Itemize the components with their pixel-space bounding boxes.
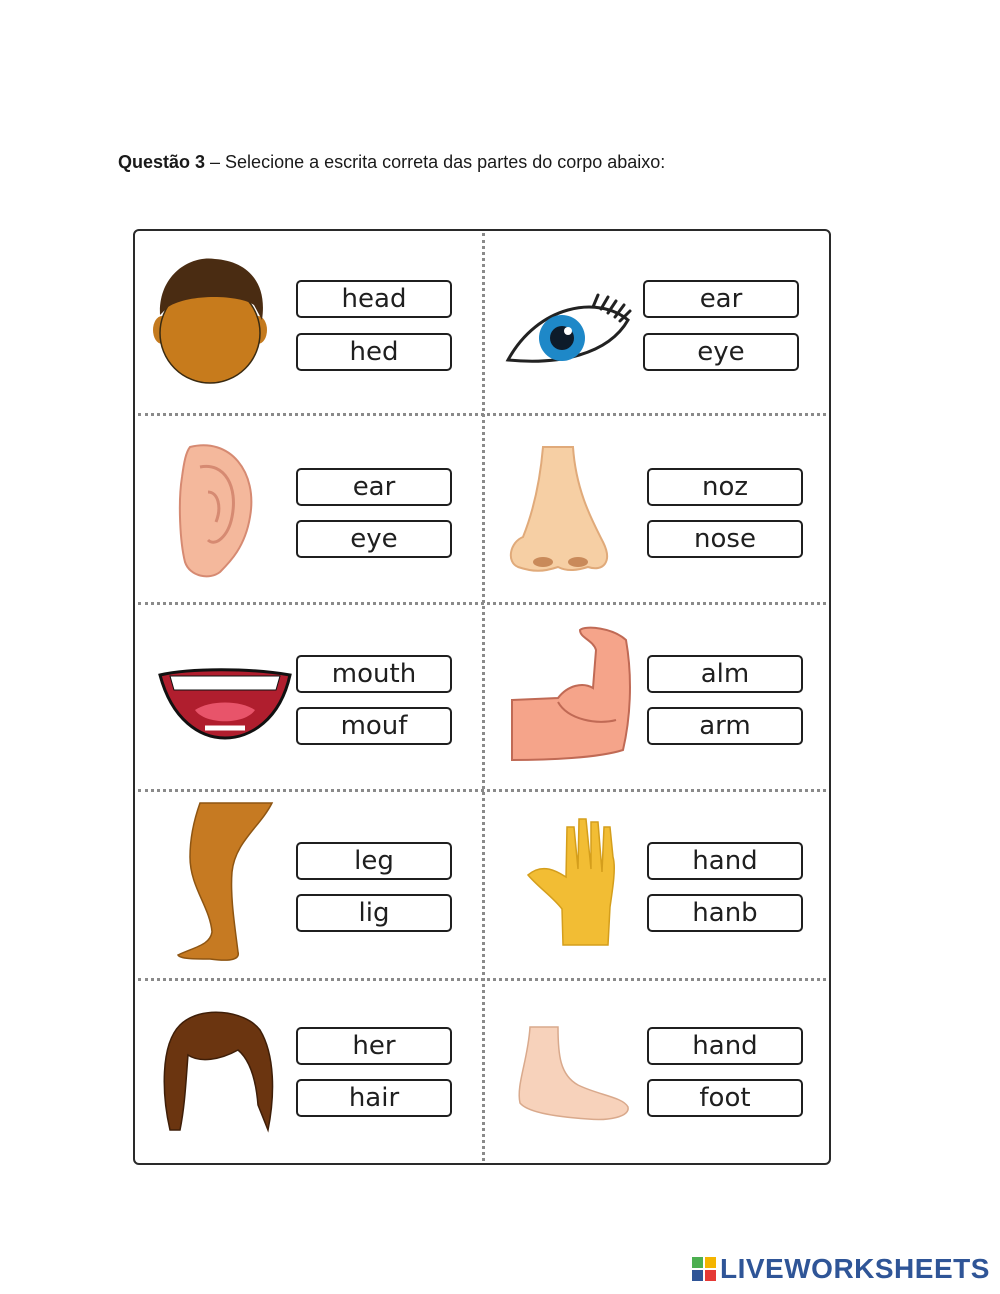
mouth-image: [150, 610, 310, 796]
item-hair: [150, 985, 498, 1171]
option-button[interactable]: hand: [647, 1027, 803, 1065]
item-foot: [498, 985, 846, 1171]
option-button[interactable]: head: [296, 280, 452, 318]
item-leg: [150, 797, 498, 983]
question-label: Questão 3: [118, 152, 206, 172]
question-text: [118, 152, 665, 173]
option-button[interactable]: hanb: [647, 894, 803, 932]
arm-image: [498, 610, 658, 796]
option-button[interactable]: noz: [647, 468, 803, 506]
option-button[interactable]: hand: [647, 842, 803, 880]
head-image: [150, 235, 310, 421]
option-button[interactable]: her: [296, 1027, 452, 1065]
option-button[interactable]: mouth: [296, 655, 452, 693]
hand-image: [498, 797, 658, 983]
option-button[interactable]: hair: [296, 1079, 452, 1117]
brand-logo-icon: [692, 1257, 716, 1281]
option-button[interactable]: hed: [296, 333, 452, 371]
option-button[interactable]: eye: [296, 520, 452, 558]
item-arm: [498, 610, 846, 796]
option-button[interactable]: leg: [296, 842, 452, 880]
hair-image: [150, 985, 310, 1171]
option-button[interactable]: lig: [296, 894, 452, 932]
item-hand: [498, 797, 846, 983]
brand-logo: [692, 1254, 990, 1284]
eye-image: [498, 235, 658, 421]
brand-name: LIVEWORKSHEETS: [720, 1253, 990, 1284]
option-button[interactable]: foot: [647, 1079, 803, 1117]
option-button[interactable]: arm: [647, 707, 803, 745]
item-nose: [498, 422, 846, 608]
item-eye: [498, 235, 846, 421]
option-button[interactable]: ear: [643, 280, 799, 318]
foot-image: [498, 985, 658, 1171]
question-instruction: – Selecione a escrita correta das partes do corpo abaixo:: [205, 152, 666, 172]
option-button[interactable]: mouf: [296, 707, 452, 745]
option-button[interactable]: nose: [647, 520, 803, 558]
leg-image: [150, 797, 310, 983]
ear-image: [150, 422, 310, 608]
item-mouth: [150, 610, 498, 796]
nose-image: [498, 422, 658, 608]
option-button[interactable]: alm: [647, 655, 803, 693]
item-ear: [150, 422, 498, 608]
option-button[interactable]: eye: [643, 333, 799, 371]
item-head: [150, 235, 498, 421]
option-button[interactable]: ear: [296, 468, 452, 506]
